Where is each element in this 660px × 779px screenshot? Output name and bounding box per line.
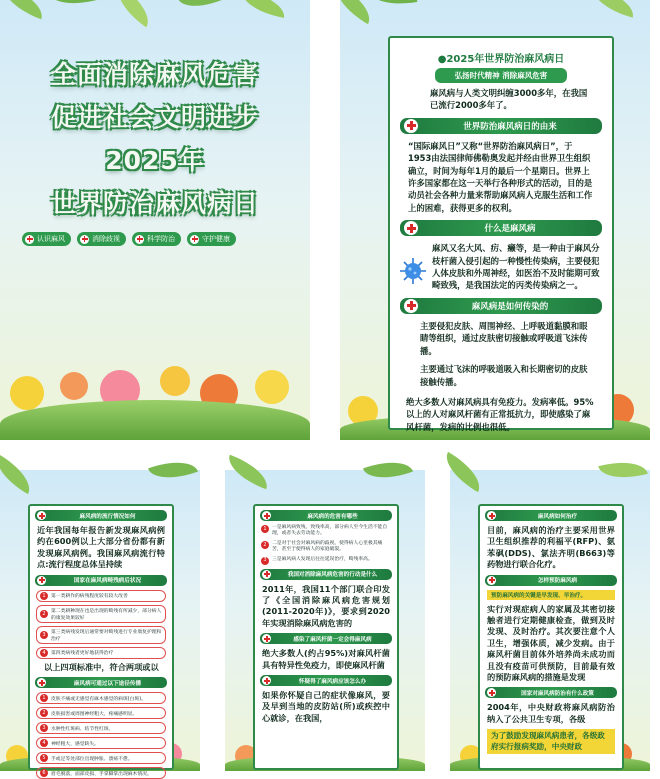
tag: 科学防治 [132,232,181,246]
medical-cross-icon [262,511,271,520]
list-item: 6 眉毛脱落，面部皮损、手掌脚掌出现麻木情况。 [36,767,166,779]
section-heading: 麻风病的流行情况如何 [35,510,167,521]
flower-field [0,330,310,440]
medical-cross-icon [487,511,496,520]
medical-cross-icon [25,235,34,244]
virus-icon [398,256,428,286]
treatment-text: 2004年，中央财政将麻风病防治纳入了公共卫生专项，各级 [487,702,615,724]
harm-text: 2011年，我国11个部门联合印发了《全国消除麻风病危害规划(2011-2020年)》，要求到2020年实现消除麻风病危害的 [262,583,390,628]
info-closing: 绝大多数人对麻风病具有免疫力。发病率低。95%以上的人对麻风杆菌有正常抵抗力，即使感染了麻风杆菌，发病的比例也很低。 [406,396,594,432]
section-heading: 我国对消除麻风病危害的行动是什么 [260,569,392,580]
leaves-decoration [0,0,320,34]
tag: 消除歧视 [77,232,126,246]
leaves-decoration [440,456,660,504]
section-heading: 麻风病的危害有哪些 [260,510,392,521]
list-item: 1 第一类耕作的病残程度较有较大改善 [36,590,166,602]
list-item: 3 第三类病残发现后通常要对畸残进行专业康复护理和治疗 [36,626,166,644]
cover-title-line-3: 2025年 [105,146,205,175]
list-item: 5 手或足等处部位出现肿胀、溃疡不愈。 [36,752,166,764]
cover-tags [22,232,236,246]
section-text: “国际麻风日”又称“世界防治麻风病日”，于1953由法国律师佛勒奥发起并经由世界卫生组织确立，时间为每年1月的最后一个星期日。世界上许多国家都在这一天举行各种形式的活动，目的是动员社会各种力量来帮助麻风病人克服生活和工作上的困难，获得更多的权利。 [408,140,593,213]
epidemic-middle: 以上四项标准中，符合两项或以 [44,661,159,672]
section-heading: 世界防治麻风病日的由来 [400,118,602,134]
treatment-card [478,504,624,770]
info-heading: ●2025年世界防治麻风病日 [437,54,565,65]
section-heading: 感染了麻风杆菌一定会得麻风病 [260,633,392,644]
list-item: 3 三是麻风病人发现后往往延误治疗，畸残率高。 [261,557,391,565]
list-item: 2 二是对于社会对麻风病的歧视，使得病人心里极其痛苦，甚至于使得病人的家庭破裂。 [261,541,391,554]
medical-cross-icon [487,688,496,697]
highlight-text: 预防麻风病的关键是早发现、早治疗。 [487,590,615,600]
section-heading: 麻风病可通过以下途径传播 [35,677,167,688]
leaves-decoration [215,456,435,504]
medical-cross-icon [37,576,46,585]
list-item: 1 一是麻风病致残，致残率高，部分病人至今生活不能自理，或者失去劳动能力。 [261,525,391,538]
leaves-decoration [330,0,660,34]
medical-cross-icon [404,299,418,313]
section-heading: 怎样预防麻风病 [485,575,617,586]
harm-text: 如果你怀疑自己的症状像麻风，要及早到当地的皮防站(所)或疾控中心就诊，在我国， [262,690,390,723]
medical-cross-icon [262,676,271,685]
epidemic-intro: 近年我国每年报告新发现麻风病例约在600例以上大部分省份都有新发现麻风病例。我国麻风病流行特点:流行程度总体呈持续 [37,525,165,570]
section-heading: 国家对麻风病防治有什么政策 [485,687,617,698]
poster-cover [0,0,310,440]
medical-cross-icon [80,235,89,244]
poster-info [340,0,650,440]
section-text: 麻风又名大风、疠、癞等，是一种由于麻风分枝杆菌入侵引起的一种慢性传染病，主要侵犯人体皮肤和外周神经，如医治不及时能期可致畸致残，是我国法定的丙类传染病之一。 [432,243,600,291]
poster-epidemic [0,470,200,777]
highlight-text: 为了鼓励发现麻风病患者，各级政府实行报病奖励，中央财政 [487,729,615,754]
medical-cross-icon [404,221,418,235]
list-item: 3 水肿性红斑病、结节性红斑。 [36,722,166,734]
info-subheading: 弘扬时代精神 消除麻风危害 [435,68,567,83]
medical-cross-icon [37,511,46,520]
tag: 认识麻风 [22,232,71,246]
medical-cross-icon [487,576,496,585]
cover-title-line-4: 世界防治麻风病日 [50,189,259,218]
harm-card [253,504,399,770]
epidemic-card [28,504,174,777]
section-body [390,242,612,292]
list-item: 2 皮肤损害或周围神经粗大，疼痛感明显。 [36,707,166,719]
medical-cross-icon [262,634,271,643]
info-card [388,36,614,430]
section-heading: 怀疑得了麻风病应该怎么办 [260,675,392,686]
tag: 守护健康 [187,232,236,246]
cover-title-line-2: 促进社会文明进步 [50,103,259,132]
harm-text: 绝大多数人(约占95%)对麻风杆菌具有特异性免疫力，即使麻风杆菌 [262,648,390,670]
leaves-decoration [0,456,210,504]
section-text: 主要通过飞沫的呼吸道吸入和长期密切的皮肤接触传播。 [420,364,588,387]
list-item: 4 第四类病残者更好地获得治疗 [36,647,166,659]
list-item: 4 神经粗大，感觉缺失。 [36,737,166,749]
cover-title-line-1: 全面消除麻风危害 [50,60,259,89]
medical-cross-icon [262,570,271,579]
medical-cross-icon [190,235,199,244]
section-heading: 国家在麻风病畸残病后状况 [35,575,167,586]
treatment-text: 实行对现症病人的家属及其密切接触者进行定期健康检查，做到及时发现、及时治疗。其次要注意个人卫生，增强体质，减少发病。由于麻风杆菌目前体外培养尚未成功而且没有疫苗可供预防，目前最有效的预防麻风病的措施是发现 [487,603,615,683]
list-item: 1 皮肤不痛或无感觉有麻木感觉的病斑(白斑)。 [36,692,166,704]
section-heading: 麻风病是如何传染的 [400,298,602,314]
section-heading: 麻风病如何治疗 [485,510,617,521]
list-item: 2 第二类耕种现在也是出现的畸残有所减少，部分病人的康复效果较好 [36,605,166,623]
medical-cross-icon [135,235,144,244]
poster-treatment [450,470,650,771]
medical-cross-icon [404,119,418,133]
treatment-text: 目前，麻风病的治疗主要采用世界卫生组织推荐的利福平(RFP)、氨苯砜(DDS)、氯法齐明(B663)等药物进行联合化疗。 [487,525,615,570]
section-text: 主要侵犯皮肤、周围神经、上呼吸道黏膜和眼睛等组织，通过皮肤密切接触或呼吸道飞沫传播。 [420,320,588,356]
info-intro: 麻风病与人类文明纠缠3000多年，在我国已流行2000多年了。 [430,88,588,111]
section-heading: 什么是麻风病 [400,220,602,236]
medical-cross-icon [37,678,46,687]
poster-harm [225,470,425,771]
